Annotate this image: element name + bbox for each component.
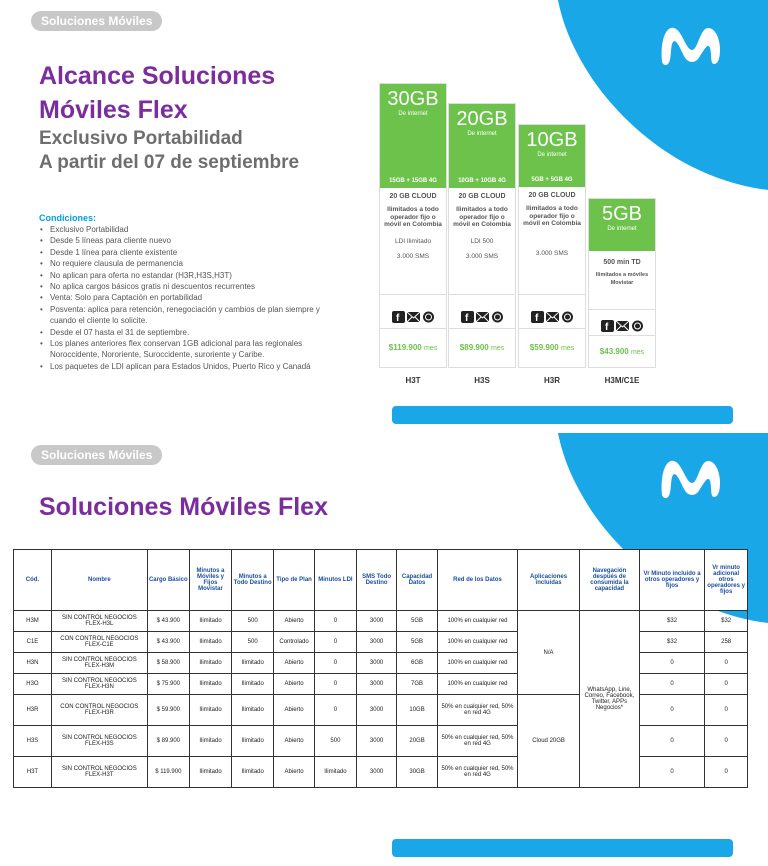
plan-de: De internet xyxy=(398,111,428,117)
plan-de: De internet xyxy=(607,226,637,232)
cell-cargo: $ 59.900 xyxy=(147,695,189,726)
section-tag: Soluciones Móviles xyxy=(31,11,162,31)
cell-red: 100% en cualquier red xyxy=(437,653,517,674)
cell-cargo: $ 119.900 xyxy=(147,757,189,788)
cell-min-mov: Ilimitado xyxy=(189,653,231,674)
cell-v1: 0 xyxy=(639,757,704,788)
cell-v1: $32 xyxy=(639,632,704,653)
plan-card-h3m xyxy=(588,198,656,368)
col-header: Vr Minuto incluido a otros operadores y fijos xyxy=(639,550,704,611)
cell-red: 100% en cualquier red xyxy=(437,632,517,653)
cell-ldi: 0 xyxy=(314,632,356,653)
cell-min-todo: 500 xyxy=(232,632,274,653)
cell-sms: 3000 xyxy=(357,757,397,788)
page-title-line1: Alcance Soluciones xyxy=(39,62,276,90)
plan-gb: 30GB xyxy=(387,88,439,110)
cell-datos: 5GB xyxy=(397,632,438,653)
cell-v1: 0 xyxy=(639,726,704,757)
col-header: Nombre xyxy=(51,550,147,611)
condition-item: • No aplica cargos básicos gratis ni descuentos recurrentes xyxy=(39,281,339,292)
condition-item: • Venta: Solo para Captación en portabilidad xyxy=(39,292,339,303)
cell-tipo: Abierto xyxy=(274,653,315,674)
cell-sms: 3000 xyxy=(357,653,397,674)
cell-datos: 5GB xyxy=(397,611,438,632)
cell-datos: 20GB xyxy=(397,726,438,757)
condition-item: • Posventa: aplica para retención, renegociación y cambios de plan siempre y cuando el cliente lo solicite. xyxy=(39,304,339,327)
col-header: Cód. xyxy=(14,550,52,611)
cell-min-mov: Ilimitado xyxy=(189,726,231,757)
plan-mes: mes xyxy=(490,345,505,352)
cell-apps: Cloud 20GB xyxy=(518,695,580,788)
plan-price: $89.900 xyxy=(459,343,489,352)
col-header: Minutos a Todo Destino xyxy=(232,550,274,611)
cell-apps: N/A xyxy=(518,611,580,695)
plan-cloud: 20 GB CLOUD xyxy=(528,192,576,199)
col-header: Minutos LDI xyxy=(314,550,356,611)
cell-min-todo: Ilimitado xyxy=(232,726,274,757)
cell-tipo: Abierto xyxy=(274,674,315,695)
cell-red: 50% en cualquier red, 50% en red 4G xyxy=(437,695,517,726)
cell-v1: $32 xyxy=(639,611,704,632)
plan-gb: 5GB xyxy=(601,203,643,225)
cell-v2: 0 xyxy=(705,674,748,695)
cell-datos: 7GB xyxy=(397,674,438,695)
svg-text:f: f xyxy=(604,321,608,332)
cell-red: 100% en cualquier red xyxy=(437,611,517,632)
cell-tipo: Abierto xyxy=(274,695,315,726)
plan-minutes: Ilimitados a todo operador fijo o móvil en Colombia xyxy=(453,206,511,228)
social-icons xyxy=(380,294,446,325)
cell-cargo: $ 75.900 xyxy=(147,674,189,695)
cell-nombre: SIN CONTROL NEGOCIOS FLEX-H3N xyxy=(51,674,147,695)
plan-cloud: 20 GB CLOUD xyxy=(389,193,437,200)
plan-mes: mes xyxy=(423,345,438,352)
slide-tabla xyxy=(0,433,768,866)
mail-icon xyxy=(476,304,489,316)
plan-mes: mes xyxy=(560,345,575,352)
plan-bundle: 15GB + 15GB 4G xyxy=(389,178,437,184)
plan-card-h3r xyxy=(518,124,586,368)
cell-cod: H3R xyxy=(14,695,52,726)
cell-datos: 10GB xyxy=(397,695,438,726)
cell-v1: 0 xyxy=(639,653,704,674)
table-header-row xyxy=(14,550,748,611)
cell-cod: H3M xyxy=(14,611,52,632)
page-title: Soluciones Móviles Flex xyxy=(39,493,328,521)
plan-card-h3t xyxy=(379,83,447,368)
plan-code: H3M/C1E xyxy=(604,376,640,385)
plan-sms: 3.000 SMS xyxy=(535,249,569,257)
plan-ldi: LDI 500 xyxy=(470,237,494,245)
plan-code: H3S xyxy=(474,376,490,385)
conditions-list xyxy=(39,224,339,372)
movistar-logo xyxy=(656,453,732,503)
cell-ldi: 0 xyxy=(314,653,356,674)
cell-sms: 3000 xyxy=(357,674,397,695)
cell-min-mov: Ilimitado xyxy=(189,674,231,695)
whatsapp-icon xyxy=(491,304,504,316)
plan-code: H3R xyxy=(543,376,560,385)
plan-code: H3T xyxy=(405,376,421,385)
cell-red: 50% en cualquier red, 50% en red 4G xyxy=(437,757,517,788)
cell-navegacion: WhatsApp, Line, Correo, Facebook, Twitter, APPs Negocios* xyxy=(580,611,640,788)
cell-cargo: $ 58.900 xyxy=(147,653,189,674)
plan-sms: 3.000 SMS xyxy=(396,252,430,260)
cell-tipo: Abierto xyxy=(274,726,315,757)
footer-bar xyxy=(392,406,733,424)
cell-nombre: SIN CONTROL NEGOCIOS FLEX-H3M xyxy=(51,653,147,674)
cell-sms: 3000 xyxy=(357,726,397,757)
social-icons xyxy=(589,309,655,334)
col-header: Vr minuto adicional otros operadores y fijos xyxy=(705,550,748,611)
cell-v2: 258 xyxy=(705,632,748,653)
plan-gb: 20GB xyxy=(456,108,508,130)
svg-text:f: f xyxy=(534,312,538,323)
cell-ldi: 0 xyxy=(314,611,356,632)
cell-ldi: 0 xyxy=(314,674,356,695)
cell-v2: $32 xyxy=(705,611,748,632)
plan-minutes: Ilimitados a todo operador fijo o móvil en Colombia xyxy=(384,206,442,228)
social-icons xyxy=(449,294,515,325)
cell-red: 50% en cualquier red, 50% en red 4G xyxy=(437,726,517,757)
plan-price: $43.900 xyxy=(599,347,629,356)
condition-item: • Exclusivo Portabilidad xyxy=(39,224,339,235)
condition-item: • No aplican para oferta no estandar (H3R,H3S,H3T) xyxy=(39,270,339,281)
cell-cod: H3S xyxy=(14,726,52,757)
subtitle-line2: A partir del 07 de septiembre xyxy=(39,152,300,173)
col-header: Capacidad Datos xyxy=(397,550,438,611)
mail-icon xyxy=(546,304,559,316)
cell-min-mov: Ilimitado xyxy=(189,757,231,788)
cell-v1: 0 xyxy=(639,695,704,726)
cell-datos: 30GB xyxy=(397,757,438,788)
svg-text:f: f xyxy=(395,312,399,323)
subtitle-line1: Exclusivo Portabilidad xyxy=(39,128,243,149)
plan-cloud: 20 GB CLOUD xyxy=(458,193,506,200)
condition-item: • Los planes anteriores flex conservan 1GB adicional para las regionales Noroccidente, Nororiente, Suroccidente, suroriente y Caribe. xyxy=(39,338,339,361)
plan-sms: 3.000 SMS xyxy=(465,252,499,260)
page-title-line2: Móviles Flex xyxy=(39,96,188,124)
mail-icon xyxy=(407,304,420,316)
col-header: Minutos a Móviles y Fijos Movistar xyxy=(189,550,231,611)
cell-v2: 0 xyxy=(705,726,748,757)
cell-min-todo: Ilimitado xyxy=(232,674,274,695)
plan-gb: 10GB xyxy=(526,129,578,151)
condition-item: • Desde el 07 hasta el 31 de septiembre. xyxy=(39,327,339,338)
plan-bundle: 5GB + 5GB 4G xyxy=(531,177,573,183)
facebook-icon xyxy=(461,304,474,323)
cell-datos: 6GB xyxy=(397,653,438,674)
cell-min-todo: Ilimitado xyxy=(232,653,274,674)
plan-ldi: LDI Ilimitado xyxy=(394,237,432,245)
plan-de: De internet xyxy=(537,152,567,158)
facebook-icon xyxy=(601,316,614,332)
facebook-icon xyxy=(392,304,405,323)
cell-v2: 0 xyxy=(705,695,748,726)
cell-cod: H3O xyxy=(14,674,52,695)
mail-icon xyxy=(616,316,629,328)
cell-nombre: SIN CONTROL NEGOCIOS FLEX-H3S xyxy=(51,726,147,757)
cell-nombre: SIN CONTROL NEGOCIOS FLEX-H3T xyxy=(51,757,147,788)
plan-card-h3s xyxy=(448,103,516,368)
cell-cod: H3N xyxy=(14,653,52,674)
plan-mes: mes xyxy=(630,349,645,356)
cell-cargo: $ 43.900 xyxy=(147,632,189,653)
cell-cod: C1E xyxy=(14,632,52,653)
cell-min-mov: Ilimitado xyxy=(189,611,231,632)
col-header: SMS Todo Destino xyxy=(357,550,397,611)
condition-item: • No requiere clausula de permanencia xyxy=(39,258,339,269)
cell-sms: 3000 xyxy=(357,632,397,653)
cell-sms: 3000 xyxy=(357,611,397,632)
col-header: Red de los Datos xyxy=(437,550,517,611)
table-row xyxy=(14,611,748,632)
plan-de: De internet xyxy=(467,131,497,137)
col-header: Tipo de Plan xyxy=(274,550,315,611)
cell-red: 100% en cualquier red xyxy=(437,674,517,695)
cell-sms: 3000 xyxy=(357,695,397,726)
col-header: Cargo Básico xyxy=(147,550,189,611)
footer-bar xyxy=(392,839,733,857)
whatsapp-icon xyxy=(422,304,435,316)
cell-cargo: $ 89.900 xyxy=(147,726,189,757)
plans-table xyxy=(13,549,748,788)
plan-cloud: 500 min TD xyxy=(603,259,641,266)
cell-min-mov: Ilimitado xyxy=(189,632,231,653)
cell-cod: H3T xyxy=(14,757,52,788)
col-header: Aplicaciones incluidas xyxy=(518,550,580,611)
col-header: Navegación después de consumida la capacidad xyxy=(580,550,640,611)
condition-item: • Desde 5 líneas para cliente nuevo xyxy=(39,235,339,246)
whatsapp-icon xyxy=(631,316,644,328)
conditions-title: Condiciones: xyxy=(39,213,97,223)
svg-text:f: f xyxy=(464,312,468,323)
cell-min-todo: Ilimitado xyxy=(232,695,274,726)
plan-bundle: 10GB + 10GB 4G xyxy=(458,178,506,184)
cell-v2: 0 xyxy=(705,757,748,788)
cell-min-todo: 500 xyxy=(232,611,274,632)
cell-v2: 0 xyxy=(705,653,748,674)
cell-min-todo: Ilimitado xyxy=(232,757,274,788)
cell-v1: 0 xyxy=(639,674,704,695)
cell-nombre: CON CONTROL NEGOCIOS FLEX-C1E xyxy=(51,632,147,653)
cell-tipo: Abierto xyxy=(274,757,315,788)
cell-ldi: 500 xyxy=(314,726,356,757)
cell-nombre: SIN CONTROL NEGOCIOS FLEX-H3L xyxy=(51,611,147,632)
social-icons xyxy=(519,294,585,325)
condition-item: • Desde 1 línea para cliente existente xyxy=(39,247,339,258)
movistar-logo xyxy=(656,20,732,70)
section-tag: Soluciones Móviles xyxy=(31,445,162,465)
cell-tipo: Controlado xyxy=(274,632,315,653)
plan-minutes: Ilimitados a todo operador fijo o móvil en Colombia xyxy=(523,205,581,227)
condition-item: • Los paquetes de LDI aplican para Estados Unidos, Puerto Rico y Canadá xyxy=(39,361,339,372)
cell-cargo: $ 43.900 xyxy=(147,611,189,632)
cell-ldi: 0 xyxy=(314,695,356,726)
plan-price: $119.900 xyxy=(388,343,422,352)
cell-tipo: Abierto xyxy=(274,611,315,632)
plan-price: $59.900 xyxy=(529,343,559,352)
cell-nombre: CON CONTROL NEGOCIOS FLEX-H3R xyxy=(51,695,147,726)
plan-minutes: Ilimitados a móviles Movistar xyxy=(595,272,649,286)
cell-ldi: Ilimitado xyxy=(314,757,356,788)
whatsapp-icon xyxy=(561,304,574,316)
cell-min-mov: Ilimitado xyxy=(189,695,231,726)
facebook-icon xyxy=(531,304,544,323)
